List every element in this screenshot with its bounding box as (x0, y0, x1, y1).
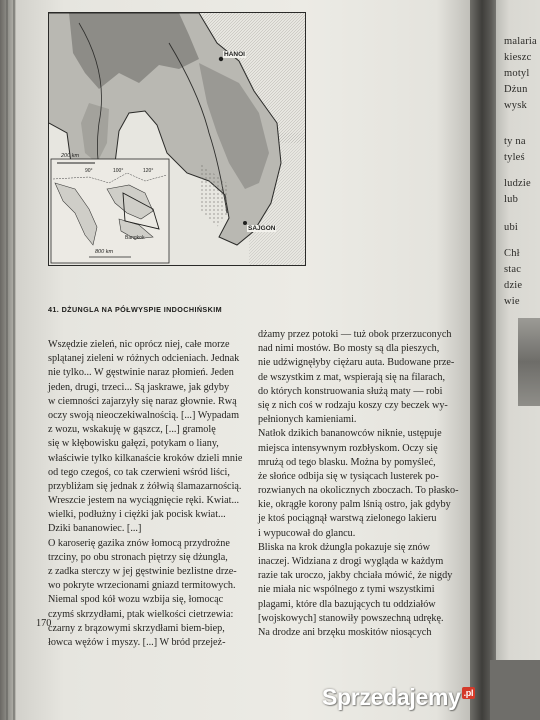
text-line: czymś skrzydłami, ptak wielkości cietrzewia: (48, 608, 234, 620)
map-degree-left: 90° (85, 168, 93, 174)
text-line: Wreszcie jestem na wyciągnięcie ręki. Kwiat... (48, 495, 240, 507)
text-line: jeden, drugi, trzeci... Są jaskrawe, jak gdyby (48, 381, 230, 393)
indochina-map (48, 12, 306, 266)
text-line: kie, okrągłe korony palm lśnią ostro, jak gdyby (258, 499, 451, 511)
text-line: z zadka sterczy w jej gęstwinie bezlistne drze- (48, 566, 237, 577)
text-line: z wozu, wskakuję w gąszcz, [...] gramolę (48, 424, 216, 436)
text-line: de wszystkim z mat, wspierają się na filarach, (258, 371, 445, 383)
text-line: oczy swoją nieoczekiwalnością. [...] Wypadam (48, 409, 239, 421)
figure-caption: 41. DŻUNGLA NA PÓŁWYSPIE INDOCHIŃSKIM (48, 305, 222, 314)
text-line: Wszędzie zieleń, nic oprócz niej, całe morze (48, 339, 230, 350)
facing-page-word: dzie (504, 280, 523, 291)
text-line: mrużą od tego blasku. Można by pomyśleć, (258, 456, 436, 468)
text-line: czarny z brązowymi skrzydłami biem-biep, (48, 622, 225, 634)
text-line: w ciemności zajarzyły się naraz głownie. Rwą (48, 395, 237, 407)
facing-page-word: wie (504, 296, 520, 307)
text-line: razie tak uroczo, jakby chciała mówić, że nigdy (258, 570, 453, 582)
text-line: rozwianych na okolicznych zboczach. To płasko- (258, 485, 459, 497)
facing-page-word: motyl (504, 68, 530, 79)
page-number: 170 (36, 618, 52, 629)
text-line: pełnionych kamieniami. (258, 414, 357, 426)
text-line: je ktoś pociągnął warstwą zielonego lakieru (258, 513, 437, 525)
text-line: O karoserię gazika znów łomocą przydrożne (48, 537, 230, 549)
text-line: [wojskowych] stanowiły powszechną udrękę. (258, 612, 444, 624)
text-line: Bliska na krok dżungla pokazuje się znów (258, 541, 431, 553)
text-line: nad nimi mostów. Bo mosty są dla pieszych, (258, 343, 440, 355)
map-scale-bottom: 800 km (95, 249, 114, 255)
text-line: i wypucował do glancu. (258, 527, 356, 539)
text-line: wielki, podłużny i ciężki jak pocisk kwiat... (48, 509, 226, 521)
background-surface (490, 660, 540, 720)
map-scale-top: 200 km (61, 153, 80, 159)
text-line: plagami, które dla bazujących tu oddziałów (258, 598, 436, 610)
text-line: Niemal spod kół wozu wzbija się, łomocąc (48, 594, 224, 606)
text-line: inaczej. Widziana z drogi wygląda w każdym (258, 556, 444, 567)
text-line: że słońce odbija się w tysiącach lusterek po- (258, 470, 439, 482)
text-line: od tego czegoś, co tak czerwieni wśród liści, (48, 466, 230, 478)
text-line: trzciny, po obu stronach piętrzy się dżungla, (48, 551, 228, 563)
facing-page-word: ubi (504, 222, 519, 233)
map-label-hanoi: HANOI (224, 51, 245, 58)
map-label-sajgon: SAJGON (248, 225, 276, 232)
text-column-left (48, 338, 248, 650)
facing-page-word: ty na (504, 136, 526, 147)
text-line: Dziki bananowiec. [...] (48, 523, 142, 535)
facing-page-word: tyleś (504, 152, 525, 163)
facing-page-word: wysk (504, 100, 527, 111)
text-column-right (258, 328, 476, 640)
text-line: przybliżam się jednak z żółwią ślamazarnością. (48, 480, 242, 492)
facing-page-word: Dżun (504, 84, 528, 95)
facing-page-word: stac (504, 264, 522, 275)
text-line: łowca wężów i myszy. [...] W bród przejeż- (48, 636, 226, 648)
text-line: się w kłębowisku gałęzi, potykam o liany, (48, 438, 219, 450)
text-line: nie udźwignęłyby ciężaru auta. Budowane prze- (258, 357, 455, 369)
text-line: dżamy przez potoki — tuż obok przerzuconych (258, 329, 452, 340)
text-line: do których konstruowania służą maty — robi (258, 385, 443, 397)
facing-page-word: malaria (504, 36, 537, 47)
text-line: splątanej zieleni w różnych odcieniach. Jednak (48, 353, 240, 365)
text-line: miejsca intensywnym rozbłyskom. Oczy się (258, 442, 438, 454)
text-line: wo pokryte wrzecionami gniazd termitowych. (48, 580, 236, 592)
text-line: nie tylko... W gęstwinie naraz płomień. Jeden (48, 367, 234, 379)
text-line: Na drodze ani brzęku moskitów niosących (258, 626, 432, 638)
map-degree-right: 120° (143, 168, 154, 174)
facing-page-word: Chł (504, 248, 520, 259)
text-line: nie miała nic wspólnego z tymi wszystkimi (258, 584, 435, 596)
map-degree-mid: 100° (113, 168, 124, 174)
text-line: Natłok dzikich bananowców niknie, ustępuje (258, 428, 442, 440)
text-line: się z nich coś w rodzaju koszy czy beczek wy- (258, 399, 448, 411)
text-line: właściwie tylko kilkanaście kroków dzieli mnie (48, 452, 243, 464)
facing-page-word: kieszc (504, 52, 532, 63)
map-label-bangkok: Bangkok (125, 235, 145, 241)
facing-page-word: ludzie (504, 178, 531, 189)
facing-page-word: lub (504, 194, 519, 205)
facing-page-photo (518, 318, 540, 406)
watermark-logo: Sprzedajemy .pl (322, 684, 474, 710)
